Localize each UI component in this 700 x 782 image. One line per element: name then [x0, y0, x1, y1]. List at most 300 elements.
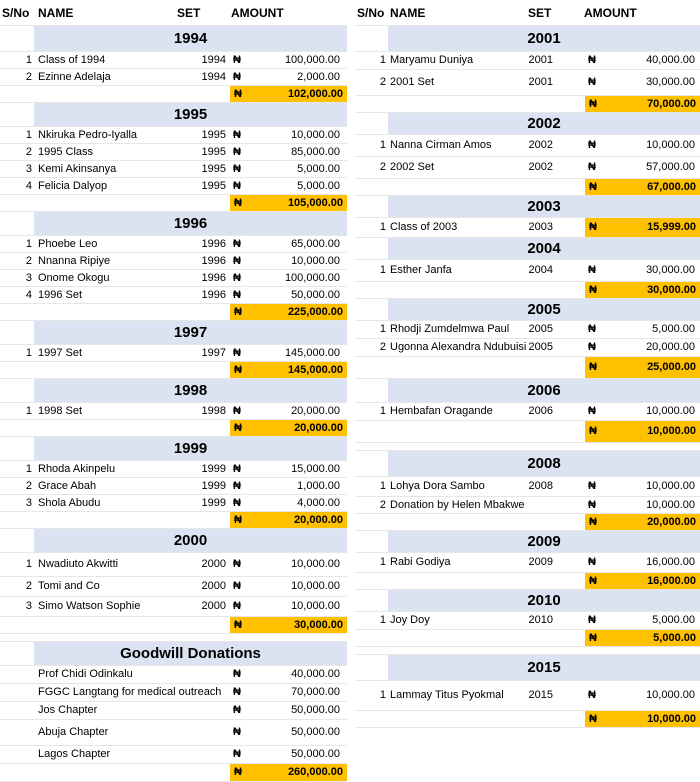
row-name: Rhodji Zumdelmwa Paul [390, 323, 510, 335]
table-row [0, 597, 347, 617]
group-total: 225,000.00 [287, 306, 343, 318]
row-serial-number: 1 [379, 405, 386, 417]
total-highlight [230, 86, 347, 102]
total-highlight [585, 514, 700, 530]
naira-sign: ₦ [234, 422, 242, 434]
left-table [0, 0, 347, 782]
total-highlight [230, 420, 347, 436]
naira-sign: ₦ [233, 686, 241, 698]
year-band [34, 321, 347, 344]
row-serial-number: 1 [379, 614, 386, 626]
naira-sign: ₦ [588, 264, 596, 276]
year-heading-row [0, 212, 347, 236]
group-total: 20,000.00 [647, 516, 696, 528]
row-name: Nnanna Ripiye [38, 255, 111, 267]
naira-sign: ₦ [234, 766, 242, 778]
row-amount: 1,000.00 [297, 480, 340, 492]
year-band [388, 590, 700, 611]
group-total: 105,000.00 [287, 197, 343, 209]
table-row [0, 52, 347, 69]
row-amount: 15,999.00 [647, 221, 696, 233]
year-band [388, 655, 700, 680]
row-amount: 10,000.00 [291, 600, 340, 612]
total-highlight [585, 421, 700, 442]
table-row [0, 403, 347, 420]
row-serial-number: 1 [379, 323, 386, 335]
column-header-row [355, 0, 700, 26]
row-amount: 50,000.00 [291, 704, 340, 716]
naira-sign: ₦ [233, 238, 241, 250]
row-amount: 10,000.00 [291, 558, 340, 570]
row-set-year: 1998 [201, 405, 226, 417]
row-name: 1998 Set [38, 405, 83, 417]
row-serial-number: 3 [25, 497, 32, 509]
row-serial-number: 1 [25, 558, 32, 570]
row-amount: 30,000.00 [646, 76, 695, 88]
row-name: Prof Chidi Odinkalu [38, 668, 133, 680]
year-heading: 1994 [173, 30, 208, 47]
total-highlight [585, 96, 700, 112]
row-set-year: 1995 [201, 163, 226, 175]
row-amount: 50,000.00 [291, 748, 340, 760]
row-set-year: 2000 [201, 600, 226, 612]
col-header-name: NAME [390, 6, 426, 20]
year-heading: 2015 [527, 659, 561, 676]
row-name: Onome Okogu [38, 272, 110, 284]
row-name: Ugonna Alexandra Ndubuisi [390, 341, 527, 353]
row-amount: 15,000.00 [291, 463, 340, 475]
col-header-sno: S/No [357, 6, 385, 20]
row-name: Nkiruka Pedro-Iyalla [38, 129, 138, 141]
row-name: Class of 2003 [390, 221, 458, 233]
row-serial-number: 2 [379, 161, 386, 173]
total-row [0, 764, 347, 782]
year-heading: 2009 [527, 533, 561, 550]
group-total: 25,000.00 [647, 361, 696, 373]
table-row [0, 461, 347, 478]
naira-sign: ₦ [233, 347, 241, 359]
year-heading-row [0, 437, 347, 461]
row-name: Grace Abah [38, 480, 97, 492]
group-total: 102,000.00 [287, 88, 343, 100]
naira-sign: ₦ [233, 54, 241, 66]
row-name: Rhoda Akinpelu [38, 463, 116, 475]
group-total: 16,000.00 [647, 575, 696, 587]
row-serial-number: 1 [379, 139, 386, 151]
naira-sign: ₦ [233, 272, 241, 284]
naira-sign: ₦ [588, 161, 596, 173]
row-amount: 30,000.00 [646, 264, 695, 276]
row-amount: 50,000.00 [291, 289, 340, 301]
year-heading-row [355, 655, 700, 681]
naira-sign: ₦ [233, 71, 241, 83]
row-amount: 85,000.00 [291, 146, 340, 158]
total-highlight [230, 362, 347, 378]
naira-sign: ₦ [588, 323, 596, 335]
year-band [34, 529, 347, 552]
naira-sign: ₦ [589, 221, 597, 233]
year-heading-row [355, 379, 700, 403]
row-name: Lohya Dora Sambo [390, 480, 485, 492]
total-highlight [585, 711, 700, 727]
row-serial-number: 3 [25, 600, 32, 612]
row-name: Simo Watson Sophie [38, 600, 141, 612]
row-set-year: 1996 [201, 289, 226, 301]
row-name: Class of 1994 [38, 54, 106, 66]
total-highlight [230, 764, 347, 781]
blank-row [355, 443, 700, 451]
naira-sign: ₦ [233, 704, 241, 716]
row-amount: 65,000.00 [291, 238, 340, 250]
row-amount: 5,000.00 [297, 163, 340, 175]
total-row [355, 573, 700, 590]
row-name: Nanna Cirman Amos [390, 139, 492, 151]
row-serial-number: 2 [379, 341, 386, 353]
naira-sign: ₦ [589, 425, 597, 437]
row-name: Nwadiuto Akwitti [38, 558, 119, 570]
naira-sign: ₦ [233, 558, 241, 570]
row-serial-number: 3 [25, 163, 32, 175]
row-serial-number: 3 [25, 272, 32, 284]
total-highlight [585, 282, 700, 298]
group-total: 30,000.00 [294, 619, 343, 631]
table-row [0, 236, 347, 253]
row-set-year: 2000 [201, 580, 226, 592]
table-row [0, 720, 347, 746]
row-amount: 10,000.00 [291, 255, 340, 267]
row-amount: 100,000.00 [284, 272, 340, 284]
row-serial-number: 1 [25, 405, 32, 417]
row-set-year: 2001 [528, 54, 553, 66]
year-heading: 1999 [173, 440, 208, 457]
row-amount: 10,000.00 [291, 580, 340, 592]
year-heading-row [355, 531, 700, 553]
row-amount: 5,000.00 [652, 614, 695, 626]
row-serial-number: 4 [25, 289, 32, 301]
year-band [388, 238, 700, 259]
group-total: 260,000.00 [287, 766, 343, 778]
table-row [355, 70, 700, 96]
row-amount: 20,000.00 [646, 341, 695, 353]
total-highlight [585, 573, 700, 589]
table-row [355, 612, 700, 630]
col-header-sno: S/No [2, 6, 30, 20]
total-row [0, 304, 347, 321]
row-amount: 20,000.00 [291, 405, 340, 417]
total-row [355, 179, 700, 196]
naira-sign: ₦ [589, 361, 597, 373]
row-amount: 10,000.00 [646, 405, 695, 417]
year-band [388, 451, 700, 476]
naira-sign: ₦ [589, 713, 597, 725]
total-highlight [230, 617, 347, 633]
row-name: Felicia Dalyop [38, 180, 108, 192]
year-heading: 2010 [527, 592, 561, 609]
table-row [0, 478, 347, 495]
year-band [34, 212, 347, 235]
row-serial-number: 1 [25, 129, 32, 141]
naira-sign: ₦ [234, 88, 242, 100]
row-amount: 10,000.00 [646, 480, 695, 492]
row-name: 1997 Set [38, 347, 83, 359]
year-heading: 2002 [527, 115, 561, 132]
year-heading: 2008 [527, 455, 561, 472]
table-row [355, 477, 700, 497]
table-row [0, 702, 347, 720]
col-header-amount: AMOUNT [231, 6, 284, 20]
row-amount: 10,000.00 [291, 129, 340, 141]
naira-sign: ₦ [589, 98, 597, 110]
row-set-year: 2008 [528, 480, 553, 492]
table-row [0, 161, 347, 178]
row-serial-number: 1 [25, 238, 32, 250]
blank-row [0, 634, 347, 642]
blank-row [355, 647, 700, 655]
naira-sign: ₦ [588, 341, 596, 353]
naira-sign: ₦ [588, 499, 596, 511]
year-heading-row [355, 26, 700, 52]
naira-sign: ₦ [589, 181, 597, 193]
row-name: Shola Abudu [38, 497, 101, 509]
row-serial-number: 2 [25, 580, 32, 592]
total-row [355, 421, 700, 443]
naira-sign: ₦ [589, 284, 597, 296]
year-band [388, 531, 700, 552]
group-total: 145,000.00 [287, 364, 343, 376]
row-serial-number: 2 [25, 71, 32, 83]
year-heading-row [0, 642, 347, 666]
table-row [0, 746, 347, 764]
group-total: 20,000.00 [294, 422, 343, 434]
table-row [355, 260, 700, 282]
naira-sign: ₦ [233, 463, 241, 475]
year-heading: 1997 [173, 324, 208, 341]
row-amount: 50,000.00 [291, 726, 340, 738]
table-row [0, 144, 347, 161]
table-row [355, 497, 700, 514]
naira-sign: ₦ [233, 180, 241, 192]
group-total: 10,000.00 [647, 713, 696, 725]
year-heading-row [355, 451, 700, 477]
year-heading: 2004 [527, 240, 561, 257]
row-amount: 10,000.00 [646, 139, 695, 151]
row-name: 2001 Set [390, 76, 435, 88]
year-heading-row [0, 379, 347, 403]
naira-sign: ₦ [233, 600, 241, 612]
naira-sign: ₦ [588, 405, 596, 417]
row-name: Hembafan Oragande [390, 405, 493, 417]
col-header-name: NAME [38, 6, 74, 20]
table-row [0, 270, 347, 287]
year-band [388, 196, 700, 217]
naira-sign: ₦ [234, 306, 242, 318]
row-serial-number: 1 [25, 463, 32, 475]
row-serial-number: 4 [25, 180, 32, 192]
naira-sign: ₦ [233, 255, 241, 267]
naira-sign: ₦ [233, 129, 241, 141]
table-row [0, 666, 347, 684]
row-serial-number: 2 [25, 255, 32, 267]
year-heading: 2000 [173, 532, 208, 549]
row-amount: 5,000.00 [297, 180, 340, 192]
table-row [355, 681, 700, 711]
row-serial-number: 1 [379, 264, 386, 276]
row-name: Phoebe Leo [38, 238, 98, 250]
naira-sign: ₦ [234, 514, 242, 526]
group-total: 5,000.00 [653, 632, 696, 644]
year-heading: 1995 [173, 106, 208, 123]
naira-sign: ₦ [588, 556, 596, 568]
row-set-year: 2002 [528, 139, 553, 151]
naira-sign: ₦ [588, 689, 596, 701]
naira-sign: ₦ [234, 197, 242, 209]
total-highlight [230, 304, 347, 320]
year-band [34, 26, 347, 51]
row-name: Lammay Titus Pyokmal [390, 689, 504, 701]
row-set-year: 2005 [528, 323, 553, 335]
row-set-year: 1999 [201, 463, 226, 475]
row-amount: 70,000.00 [291, 686, 340, 698]
total-highlight [230, 512, 347, 528]
year-heading: 1998 [173, 382, 208, 399]
naira-sign: ₦ [233, 748, 241, 760]
row-name: Kemi Akinsanya [38, 163, 117, 175]
total-row [0, 86, 347, 103]
naira-sign: ₦ [233, 163, 241, 175]
row-serial-number: 1 [379, 221, 386, 233]
year-band [388, 26, 700, 51]
total-row [355, 711, 700, 728]
total-row [0, 512, 347, 529]
naira-sign: ₦ [588, 54, 596, 66]
row-name: Esther Janfa [390, 264, 452, 276]
row-set-year: 1994 [201, 71, 226, 83]
row-serial-number: 1 [379, 480, 386, 492]
row-serial-number: 1 [25, 54, 32, 66]
total-row [355, 514, 700, 531]
row-set-year: 2006 [528, 405, 553, 417]
row-amount: 145,000.00 [284, 347, 340, 359]
total-row [355, 630, 700, 647]
year-band [388, 299, 700, 320]
naira-sign: ₦ [588, 480, 596, 492]
row-set-year: 1996 [201, 238, 226, 250]
row-serial-number: 2 [25, 146, 32, 158]
naira-sign: ₦ [589, 516, 597, 528]
total-row [0, 420, 347, 437]
right-table [355, 0, 700, 728]
group-total: 20,000.00 [294, 514, 343, 526]
table-row [355, 157, 700, 179]
row-name: Donation by Helen Mbakwe [390, 499, 525, 511]
table-row [0, 684, 347, 702]
naira-sign: ₦ [233, 289, 241, 301]
total-row [355, 282, 700, 299]
row-serial-number: 2 [25, 480, 32, 492]
row-set-year: 1997 [201, 347, 226, 359]
row-set-year: 2005 [528, 341, 553, 353]
year-heading: Goodwill Donations [120, 645, 261, 662]
row-set-year: 2002 [528, 161, 553, 173]
row-set-year: 1999 [201, 480, 226, 492]
row-amount: 2,000.00 [297, 71, 340, 83]
year-heading-row [355, 299, 700, 321]
table-row [0, 495, 347, 512]
table-row [355, 321, 700, 339]
row-set-year: 1996 [201, 255, 226, 267]
row-set-year: 2004 [528, 264, 553, 276]
total-highlight [230, 195, 347, 211]
table-row [0, 553, 347, 577]
row-serial-number: 1 [379, 689, 386, 701]
row-name: Jos Chapter [38, 704, 98, 716]
row-name: Rabi Godiya [390, 556, 451, 568]
row-serial-number: 1 [25, 347, 32, 359]
col-header-set: SET [528, 6, 552, 20]
naira-sign: ₦ [233, 480, 241, 492]
col-header-amount: AMOUNT [584, 6, 637, 20]
row-name: 1996 Set [38, 289, 83, 301]
row-name: 1995 Class [38, 146, 94, 158]
year-heading: 2006 [527, 382, 561, 399]
total-highlight [585, 357, 700, 378]
year-heading-row [355, 590, 700, 612]
total-highlight [585, 630, 700, 646]
row-set-year: 1995 [201, 180, 226, 192]
year-heading: 1996 [173, 215, 208, 232]
naira-sign: ₦ [233, 497, 241, 509]
total-row [0, 362, 347, 379]
year-band [34, 437, 347, 460]
row-amount: 40,000.00 [291, 668, 340, 680]
total-highlight [585, 179, 700, 195]
year-heading-row [0, 321, 347, 345]
total-row [355, 96, 700, 113]
naira-sign: ₦ [588, 614, 596, 626]
row-serial-number: 2 [379, 76, 386, 88]
year-heading-row [355, 113, 700, 135]
row-amount: 10,000.00 [646, 499, 695, 511]
table-row [0, 253, 347, 270]
table-row [0, 287, 347, 304]
row-amount: 57,000.00 [646, 161, 695, 173]
row-name: Tomi and Co [38, 580, 100, 592]
row-set-year: 1996 [201, 272, 226, 284]
row-set-year: 1994 [201, 54, 226, 66]
row-amount: 10,000.00 [646, 689, 695, 701]
row-set-year: 2015 [528, 689, 553, 701]
row-name: Lagos Chapter [38, 748, 111, 760]
row-set-year: 2010 [528, 614, 553, 626]
naira-sign: ₦ [233, 580, 241, 592]
col-header-set: SET [177, 6, 201, 20]
year-heading-row [355, 196, 700, 218]
row-name: Joy Doy [390, 614, 430, 626]
row-name: FGGC Langtang for medical outreach [38, 686, 222, 698]
group-total: 10,000.00 [647, 425, 696, 437]
row-amount-highlight [585, 218, 700, 237]
table-row [0, 178, 347, 195]
table-row [355, 135, 700, 157]
year-band [34, 642, 347, 665]
table-row [0, 69, 347, 86]
naira-sign: ₦ [233, 405, 241, 417]
row-amount: 100,000.00 [284, 54, 340, 66]
row-amount: 5,000.00 [652, 323, 695, 335]
row-name: Abuja Chapter [38, 726, 109, 738]
total-row [0, 195, 347, 212]
group-total: 30,000.00 [647, 284, 696, 296]
